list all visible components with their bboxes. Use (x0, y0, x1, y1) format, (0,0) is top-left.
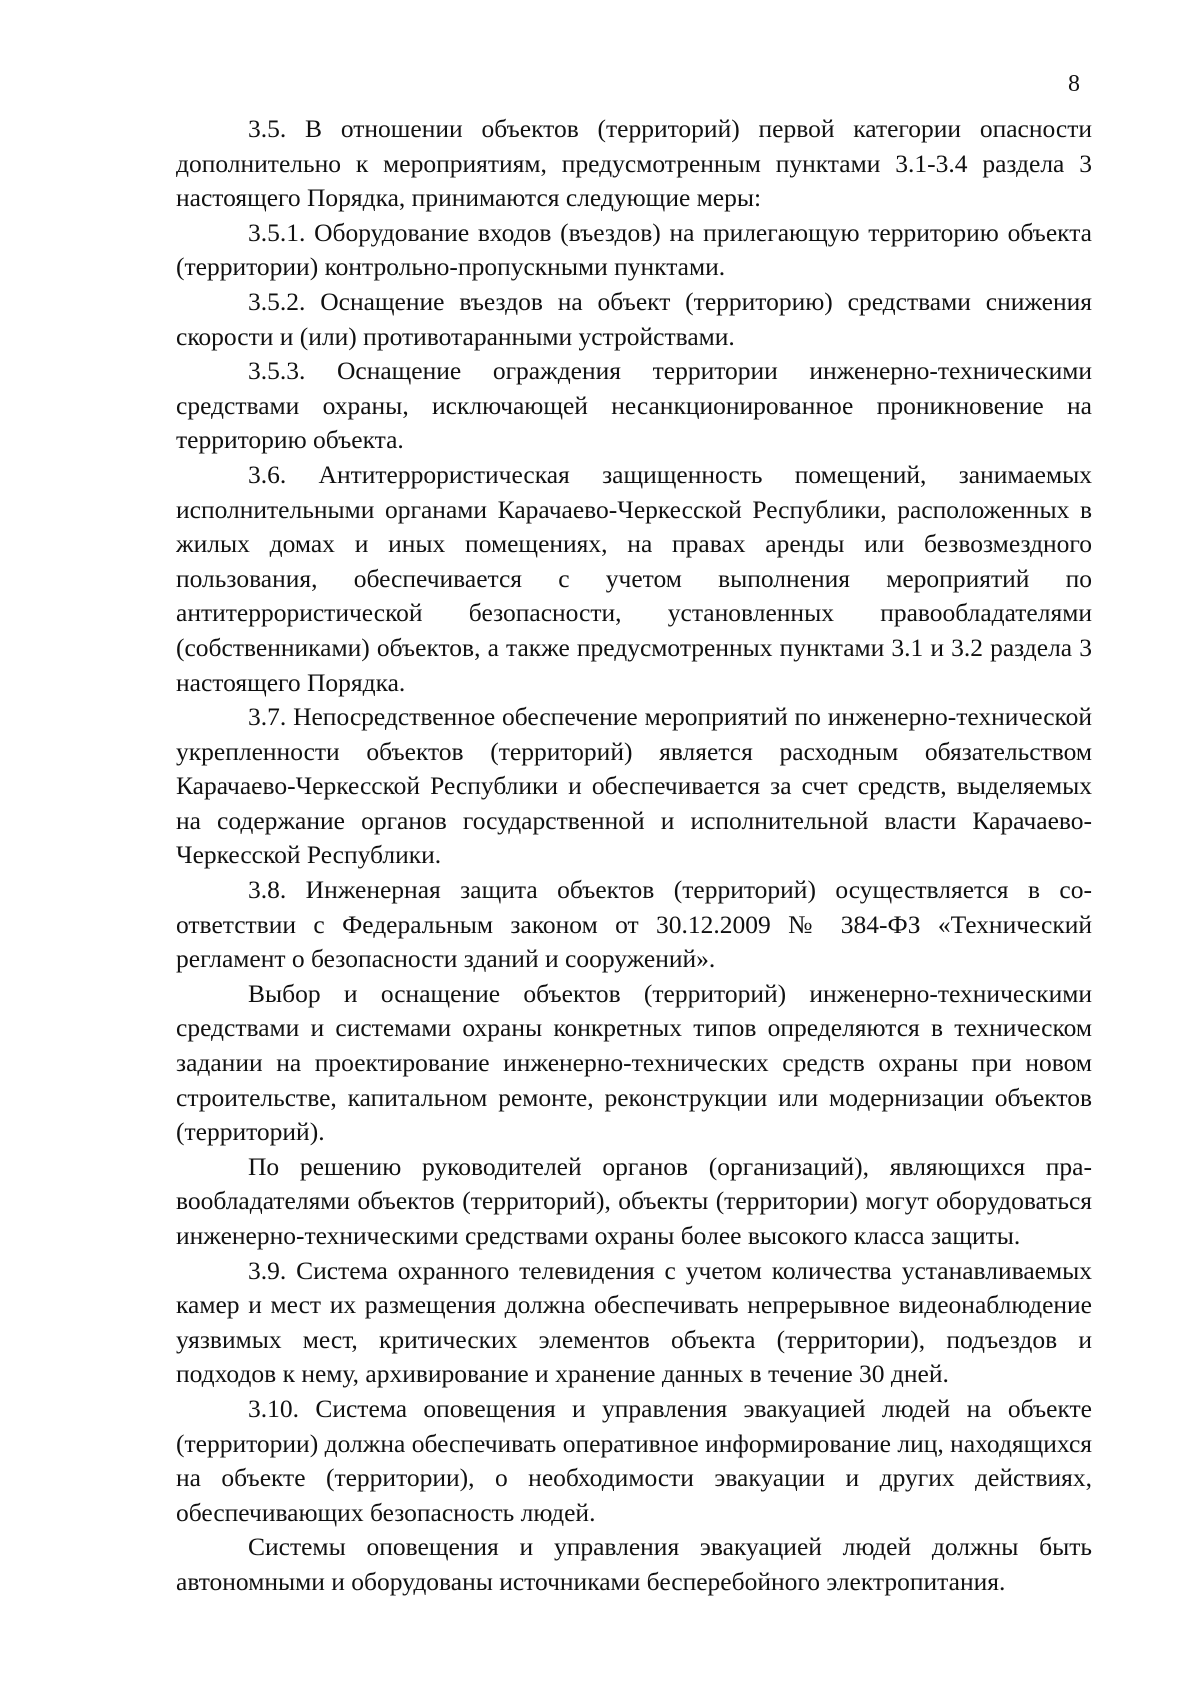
paragraph-3-5-3: 3.5.3. Оснащение ограждения территории инженерно-техническими средствами охраны, исключающей несанкционированное проникновение на территорию объекта. (176, 356, 1092, 455)
paragraph-higher-protection: По решению руководителей органов (организаций), являющихся правообладателями объектов (территорий), объекты (территории) могут оборудоваться инженерно-техническими средствами охраны более высокого класса защиты. (176, 1151, 1092, 1250)
paragraph-evacuation-systems: Системы оповещения и управления эвакуацией людей должны быть автономными и оборудованы источниками бесперебойного электропитания. (176, 1532, 1092, 1596)
document-body (176, 112, 1092, 1600)
paragraph-3-6: 3.6. Антитеррористическая защищенность помещений, занимаемых исполнительными органами Карачаево-Черкесской Республики, расположенных в жилых домах и иных помещениях, на правах аренды или безвозмездного пользования, обеспечивается с учетом выполнения мероприятий по антитеррористической безопасности, установленных правообладателями (собственниками) объектов, а также предусмотренных пунктами 3.1 и 3.2 раздела 3 настоящего Порядка. (176, 459, 1092, 697)
paragraph-equipment-selection: Выбор и оснащение объектов (территорий) инженерно-техническими средствами и системами охраны конкретных типов определяются в техническом задании на проектирование инженерно-технических средств охраны при новом строительстве, капитальном ремонте, реконструкции или модернизации объектов (территорий). (176, 978, 1092, 1147)
paragraph-3-7: 3.7. Непосредственное обеспечение мероприятий по инженерно-технической укрепленности объектов (территорий) является расходным обязательством Карачаево-Черкесской Республики и обеспечивается за счет средств, выделяемых на содержание органов государственной и исполнительной власти Карачаево-Черкесской Республики. (176, 702, 1092, 870)
paragraph-3-5-2: 3.5.2. Оснащение въездов на объект (территорию) средствами снижения скорости и (или) противотаранными устройствами. (176, 286, 1092, 351)
paragraph-3-10: 3.10. Система оповещения и управления эвакуацией людей на объекте (территории) должна обеспечивать оперативное информирование лиц, находящихся на объекте (территории), о необходимости эвакуации и других действиях, обеспечивающих безопасность людей. (176, 1393, 1092, 1527)
paragraph-3-8: 3.8. Инженерная защита объектов (территорий) осуществляется в соответствии с Федеральным законом от 30.12.2009 № 384-ФЗ «Технический регламент о безопасности зданий и сооружений». (176, 875, 1092, 974)
paragraph-3-5-1: 3.5.1. Оборудование входов (въездов) на прилегающую территорию объекта (территории) контрольно-пропускными пунктами. (176, 217, 1092, 282)
paragraph-3-9: 3.9. Система охранного телевидения с учетом количества устанавливаемых камер и мест их размещения должна обеспечивать непрерывное видеонаблюдение уязвимых мест, критических элементов объекта (территории), подъездов и подходов к нему, архивирование и хранение данных в течение 30 дней. (176, 1255, 1092, 1389)
paragraph-3-5: 3.5. В отношении объектов (территорий) первой категории опасности дополнительно к мероприятиям, предусмотренным пунктами 3.1-3.4 раздела 3 настоящего Порядка, принимаются следующие меры: (176, 114, 1092, 213)
page-number: 8 (1068, 71, 1080, 97)
